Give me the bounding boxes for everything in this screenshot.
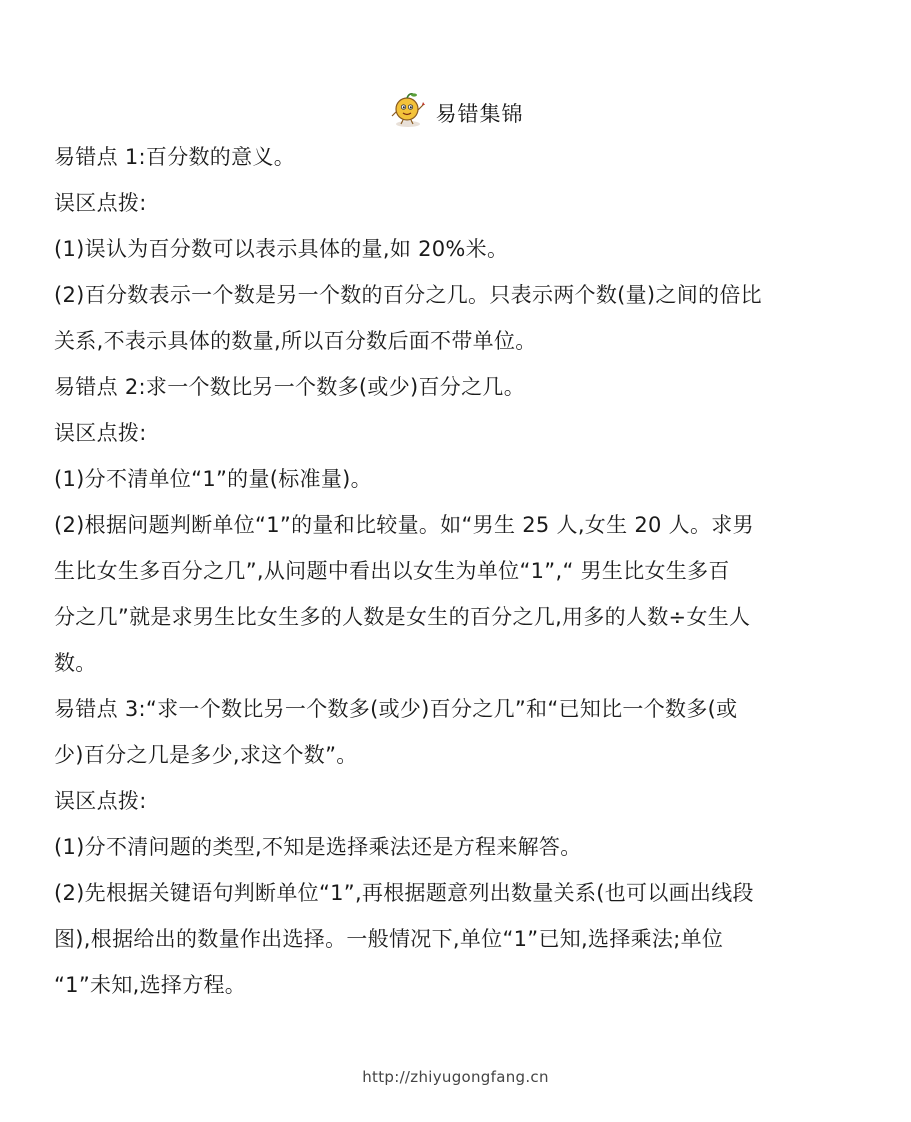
page-title: 易错集锦	[435, 102, 524, 126]
text-line: 关系,不表示具体的数量,所以百分数后面不带单位。	[54, 329, 537, 353]
text-line: 图),根据给出的数量作出选择。一般情况下,单位“1”已知,选择乘法;单位	[54, 927, 724, 951]
text-line: (2)先根据关键语句判断单位“1”,再根据题意列出数量关系(也可以画出线段	[54, 881, 754, 905]
text-line: 数。	[54, 651, 97, 675]
heading-mistake-3: 易错点 3:“求一个数比另一个数多(或少)百分之几”和“已知比一个数多(或	[54, 697, 738, 721]
page-header	[0, 86, 911, 134]
text-line: (1)分不清单位“1”的量(标准量)。	[54, 467, 372, 491]
text-line: (2)百分数表示一个数是另一个数的百分之几。只表示两个数(量)之间的倍比	[54, 283, 762, 307]
text-line: 生比女生多百分之几”,从问题中看出以女生为单位“1”,“ 男生比女生多百	[54, 559, 730, 583]
tip-label-1: 误区点拨:	[54, 191, 147, 215]
content-body	[54, 134, 864, 1008]
heading-mistake-1: 易错点 1:百分数的意义。	[54, 145, 296, 169]
footer-url: http://zhiyugongfang.cn	[362, 1068, 549, 1086]
text-line: 少)百分之几是多少,求这个数”。	[54, 743, 358, 767]
tip-label-2: 误区点拨:	[54, 421, 147, 445]
text-line: (1)分不清问题的类型,不知是选择乘法还是方程来解答。	[54, 835, 582, 859]
text-line: (1)误认为百分数可以表示具体的量,如 20%米。	[54, 237, 509, 261]
heading-mistake-2: 易错点 2:求一个数比另一个数多(或少)百分之几。	[54, 375, 525, 399]
text-line: “1”未知,选择方程。	[54, 973, 247, 997]
lemon-mascot-icon	[388, 90, 428, 130]
text-line: (2)根据问题判断单位“1”的量和比较量。如“男生 25 人,女生 20 人。求男	[54, 513, 754, 537]
text-line: 分之几”就是求男生比女生多的人数是女生的百分之几,用多的人数÷女生人	[54, 605, 751, 629]
tip-label-3: 误区点拨:	[54, 789, 147, 813]
